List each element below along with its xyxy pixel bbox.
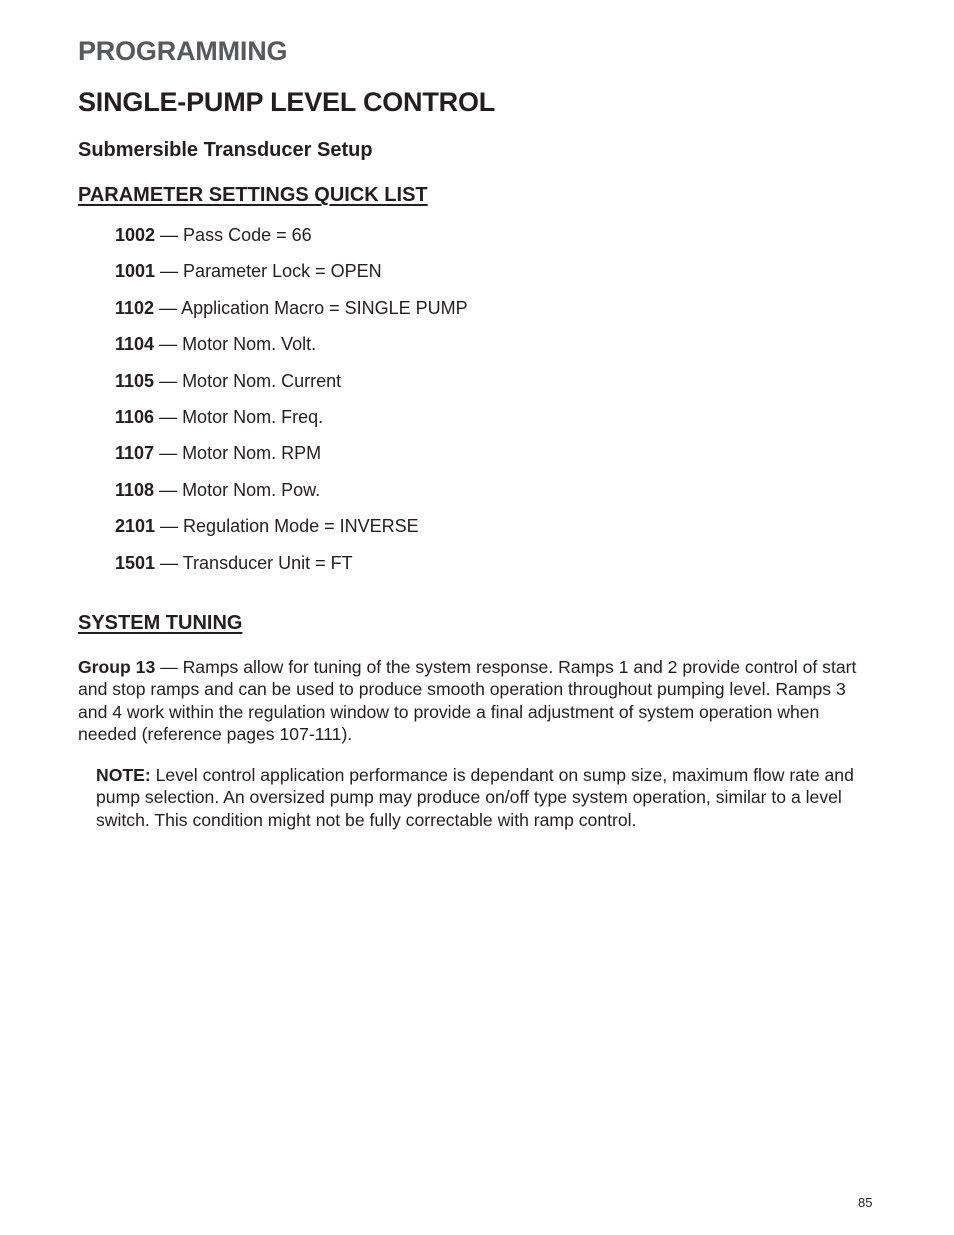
parameter-code: 1108 [115, 479, 155, 500]
parameter-description: — Transducer Unit = FT [155, 552, 353, 573]
list-item [115, 295, 468, 331]
note-label: NOTE: [96, 765, 151, 785]
list-item [115, 404, 468, 440]
parameter-description: — Pass Code = 66 [155, 225, 312, 245]
quick-list-heading: PARAMETER SETTINGS QUICK LIST [78, 184, 428, 206]
parameter-description: — Motor Nom. Pow. [154, 479, 321, 500]
group-13-paragraph [78, 656, 873, 745]
section-heading: PROGRAMMING [78, 36, 288, 66]
note-text: Level control application performance is dependant on sump size, maximum flow rate and pump selection. An oversized pump may produce on/off type system operation, similar to a level switch. This condition might not be fully correctable with ramp control. [96, 765, 854, 830]
group-text: — Ramps allow for tuning of the system response. Ramps 1 and 2 provide control of start and stop ramps and can be used to produce smooth operation throughout pumping level. Ramps 3 and 4 work within the regulation window to provide a final adjustment of system operation when needed (reference pages 107-111). [78, 657, 857, 744]
parameter-code: 1102 [115, 297, 155, 318]
group-label: Group 13 [78, 657, 156, 677]
list-item [115, 258, 468, 294]
list-item [115, 368, 468, 404]
parameter-code: 1106 [115, 406, 155, 427]
parameter-code: 1104 [115, 334, 155, 355]
parameter-description: — Parameter Lock = OPEN [155, 261, 382, 282]
list-item [115, 513, 468, 549]
parameter-code: 2101 [115, 516, 156, 537]
list-item [115, 331, 468, 367]
parameter-description: — Application Macro = SINGLE PUMP [154, 297, 468, 318]
subtitle: Submersible Transducer Setup [78, 139, 373, 161]
parameter-list [115, 222, 468, 586]
list-item [115, 440, 468, 476]
system-tuning-heading: SYSTEM TUNING [78, 612, 243, 634]
parameter-description: — Motor Nom. Volt. [154, 334, 317, 355]
list-item [115, 550, 468, 586]
list-item [115, 477, 468, 513]
parameter-code: 1107 [115, 443, 155, 464]
list-item [115, 222, 468, 258]
parameter-description: — Motor Nom. Current [154, 370, 342, 391]
parameter-code: 1002 [115, 225, 156, 245]
parameter-description: — Motor Nom. Freq. [154, 406, 324, 427]
parameter-code: 1105 [115, 370, 155, 391]
parameter-code: 1001 [115, 261, 156, 282]
page-number: 85 [858, 1195, 873, 1210]
parameter-code: 1501 [115, 552, 156, 573]
parameter-description: — Motor Nom. RPM [154, 443, 322, 464]
note-paragraph [96, 764, 876, 831]
parameter-description: — Regulation Mode = INVERSE [155, 516, 419, 537]
page-title: SINGLE-PUMP LEVEL CONTROL [78, 87, 496, 117]
